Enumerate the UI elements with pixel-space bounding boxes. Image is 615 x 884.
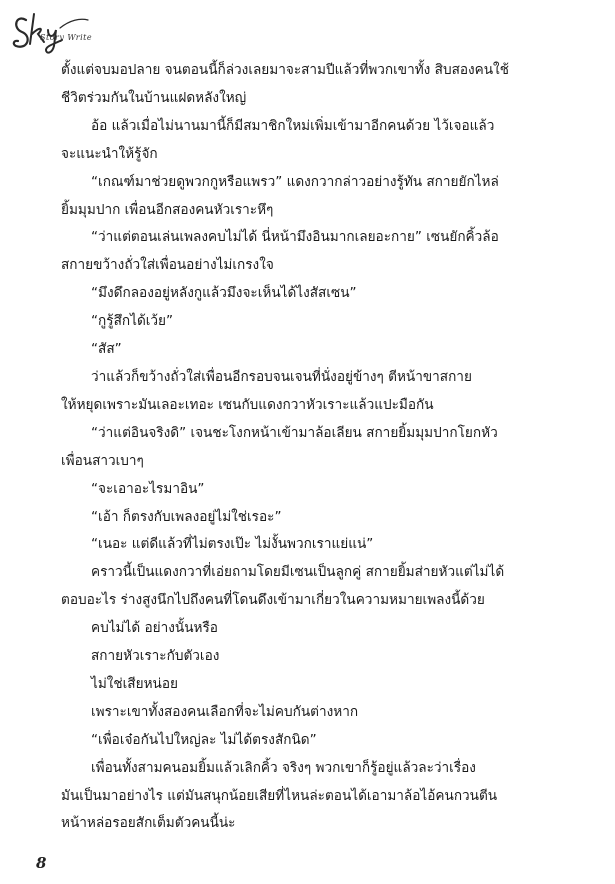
- text-line: ตอบอะไร ร่างสูงนึกไปถึงคนที่โดนดึงเข้ามาเกี่ยวในความหมายเพลงนี้ด้วย: [61, 592, 485, 609]
- text-line: ว่าแล้วก็ขว้างถั่วใส่เพื่อนอีกรอบจนเจนที่นั่งอยู่ข้างๆ ตีหน้าขาสกาย: [91, 368, 472, 385]
- text-line: สกายขว้างถั่วใส่เพื่อนอย่างไม่เกรงใจ: [61, 257, 274, 274]
- text-line: “เอ้า ก็ตรงกับเพลงอยู่ไม่ใช่เรอะ”: [91, 508, 282, 525]
- text-line: สกายหัวเราะกับตัวเอง: [91, 648, 220, 665]
- page-number: 8: [36, 854, 47, 872]
- text-line: “เพื่อเจ๋อกันไปใหญ่ละ ไม่ได้ตรงสักนิด”: [91, 731, 317, 748]
- text-line: เพราะเขาทั้งสองคนเลือกที่จะไม่คบกันต่างหาก: [91, 703, 359, 720]
- text-line: เพื่อนทั้งสามคนอมยิ้มแล้วเลิกคิ้ว จริงๆ พวกเขาก็รู้อยู่แล้วละว่าเรื่อง: [91, 759, 476, 776]
- text-line: “เกณฑ์มาช่วยดูพวกกูหรือแพรว” แดงกวากล่าวอย่างรู้ทัน สกายยักไหล่: [91, 173, 499, 190]
- text-line: จะแนะนำให้รู้จัก: [61, 145, 158, 162]
- text-line: “ว่าแต่ตอนเล่นเพลงคบไม่ได้ นี่หน้ามึงอินมากเลยอะกาย” เซนยักคิ้วล้อ: [91, 229, 499, 246]
- logo-subtitle: Story Write: [40, 33, 93, 42]
- text-line: “เนอะ แต่ดีแล้วที่ไม่ตรงเป๊ะ ไม่งั้นพวกเราแย่แน่”: [91, 536, 374, 553]
- text-line: ให้หยุดเพราะมันเลอะเทอะ เซนกับแดงกวาหัวเราะแล้วแปะมือกัน: [61, 396, 434, 413]
- sky-logo-script: [10, 6, 130, 58]
- text-line: “จะเอาอะไรมาอิน”: [91, 480, 205, 497]
- text-line: ตั้งแต่จบมอปลาย จนตอนนี้ก็ล่วงเลยมาจะสามปีแล้วที่พวกเขาทั้ง สิบสองคนใช้: [61, 62, 509, 78]
- text-line: อ้อ แล้วเมื่อไม่นานมานี้ก็มีสมาชิกใหม่เพิ่มเข้ามาอีกคนด้วย ไว้เจอแล้ว: [91, 117, 495, 134]
- text-line: หน้าหล่อรอยสักเต็มตัวคนนี้น่ะ: [61, 815, 236, 832]
- text-line: “มึงดึกลองอยู่หลังกูแล้วมึงจะเห็นได้ไงสัสเซน”: [91, 285, 357, 302]
- text-line: คบไม่ได้ อย่างนั้นหรือ: [91, 620, 218, 637]
- text-line: ชีวิตร่วมกันในบ้านแฝดหลังใหญ่: [61, 89, 247, 106]
- sky-logo: [10, 6, 130, 58]
- text-line: ยิ้มมุมปาก เพื่อนอีกสองคนหัวเราะหึๆ: [61, 201, 274, 218]
- text-line: มันเป็นมาอย่างไร แต่มันสนุกน้อยเสียที่ไหนล่ะตอนได้เอามาล้อไอ้คนกวนตีน: [61, 787, 498, 804]
- text-line: “กูรู้สึกได้เว้ย”: [91, 313, 174, 330]
- text-line: ไม่ใช่เสียหน่อย: [91, 675, 178, 692]
- text-line: คราวนี้เป็นแดงกวาที่เอ่ยถามโดยมีเซนเป็นลูกคู่ สกายยิ้มส่ายหัวแต่ไม่ได้: [91, 564, 505, 581]
- story-text: [61, 57, 555, 838]
- text-line: “สัส”: [91, 341, 122, 358]
- text-line: เพื่อนสาวเบาๆ: [61, 452, 144, 469]
- text-line: “ว่าแต่อินจริงดิ” เจนชะโงกหน้าเข้ามาล้อเลียน สกายยิ้มมุมปากโยกหัว: [91, 424, 498, 441]
